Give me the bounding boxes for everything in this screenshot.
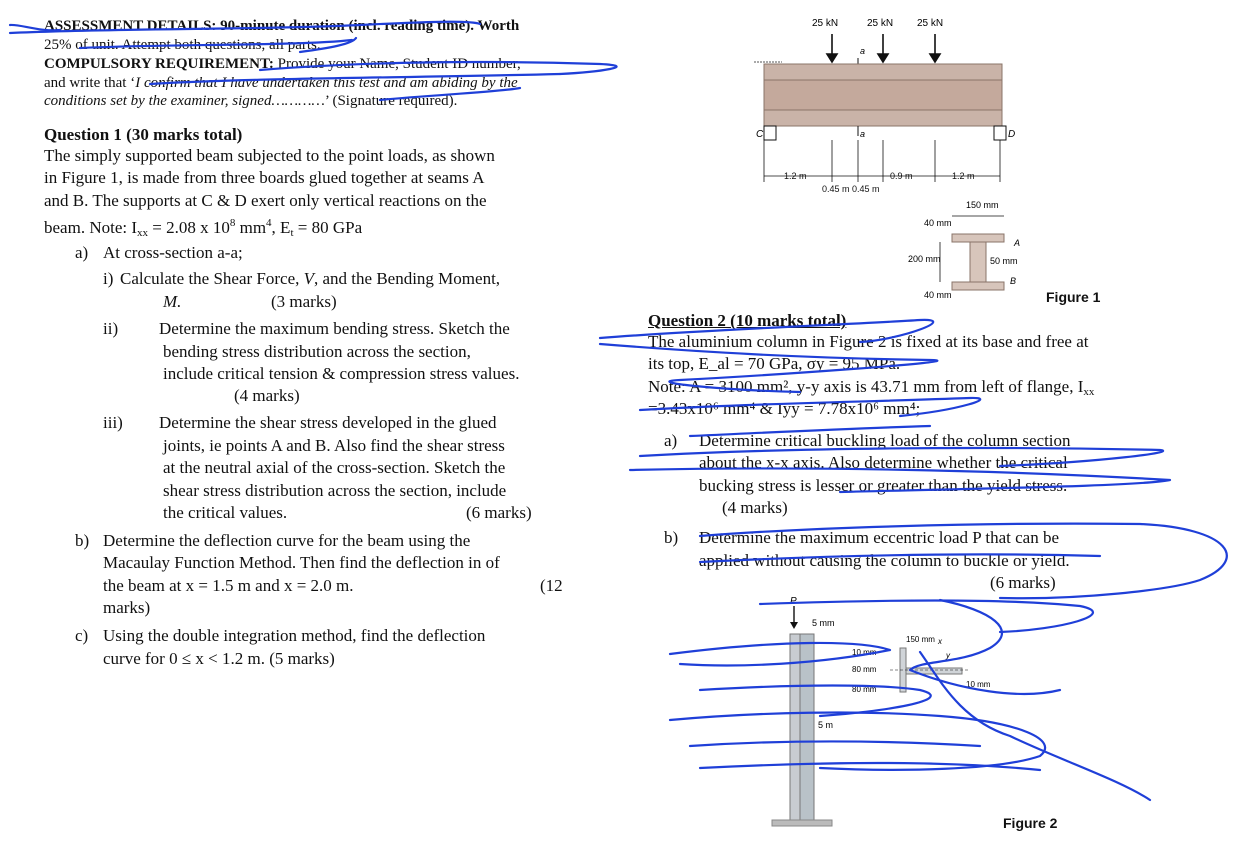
q1aiii-label: iii) (103, 413, 123, 432)
q1b-line3: the beam at x = 1.5 m and x = 2.0 m. (103, 576, 354, 595)
scribble-q2-3 (640, 398, 980, 416)
q1aiii-line5: the critical values. (163, 503, 288, 522)
q1a-label: a) (75, 243, 89, 262)
q2b-line1: Determine the maximum eccentric load P that can be (699, 528, 1060, 547)
q2a-line1: Determine critical buckling load of the column section (699, 431, 1071, 450)
scribble-fig2-1 (670, 643, 890, 666)
scribble-header-5 (10, 25, 60, 30)
scribble-fig2-6 (920, 652, 1150, 800)
q1b-marks-b: marks) (103, 598, 151, 617)
q2-paragraph-line1: The aluminium column in Figure 2 is fixed at its base and free at (648, 332, 1089, 351)
q1-title: Question 1 (30 marks total) (44, 125, 243, 144)
q1aii-label: ii) (103, 319, 119, 338)
q1ai-v-symbol: V (303, 269, 315, 288)
q2b-label: b) (664, 528, 679, 547)
q1-et-subscript: t (290, 227, 294, 239)
axis-y-label: y (946, 651, 950, 660)
q1-paragraph-line2: in Figure 1, is made from three boards glued together at seams A (44, 168, 485, 187)
dim-80mm-a: 80 mm (852, 665, 877, 674)
q1-et-value: = 80 GPa (293, 218, 363, 237)
scribble-fig2-5 (690, 742, 1040, 771)
dim-label-1: 1.2 m (784, 171, 807, 181)
q2-title: Question 2 (10 marks total) (648, 311, 847, 330)
q1-ixx-subscript: xx (137, 227, 148, 239)
q2b-line2: applied without causing the column to buckle or yield. (699, 551, 1070, 570)
q1-ixx-unit: mm (235, 218, 267, 237)
scribble-q2-7 (700, 554, 1100, 562)
scribble-q2-4 (640, 426, 1163, 466)
web-height-label: 200 mm (908, 254, 941, 264)
load-label-2: 25 kN (867, 18, 894, 29)
load-label-3: 25 kN (917, 18, 944, 29)
q1aii-line3: include critical tension & compression stress values. (163, 364, 520, 383)
figure1-caption: Figure 1 (1046, 289, 1101, 305)
q1b-label: b) (75, 531, 90, 550)
top-thickness-label: 40 mm (924, 218, 952, 228)
load-p-label: P (790, 596, 797, 607)
q1-paragraph-line1: The simply supported beam subjected to the point loads, as shown (44, 146, 495, 165)
dim-label-2: 0.9 m (890, 171, 913, 181)
scribble-fig2-2 (910, 600, 1060, 694)
q1b-line1: Determine the deflection curve for the beam using the (103, 531, 471, 550)
load-label-1: 25 kN (812, 18, 839, 29)
support-d-label: D (1008, 129, 1016, 140)
scribble-q2-6 (700, 524, 1227, 599)
bottom-thickness-label: 40 mm (924, 290, 952, 300)
q1c-label: c) (75, 626, 89, 645)
scribble-fig2-3 (700, 686, 931, 717)
q2a-label: a) (664, 431, 678, 450)
compulsory-label: COMPULSORY REQUIREMENT: (44, 56, 274, 72)
eccentricity-label: 5 mm (812, 618, 835, 628)
q1ai-marks: (3 marks) (271, 292, 337, 311)
dim-label-5: 0.45 m (852, 184, 880, 194)
q1ai-label: i) (103, 269, 114, 288)
scribble-header-2 (80, 38, 356, 52)
q2-note-text: Note: A = 3100 mm², y-y axis is 43.71 mm from left of flange, I (648, 377, 1084, 396)
scribble-q2-8 (760, 601, 1093, 633)
q2-ixx-subscript: xx (1083, 386, 1095, 398)
q1aii-line1: Determine the maximum bending stress. Sketch the (159, 319, 510, 338)
q1-et-label: , E (271, 218, 291, 237)
scribble-q2-2 (600, 344, 937, 392)
seam-a-label: A (1013, 238, 1020, 248)
support-c-label: C (756, 129, 764, 140)
q1aiii-line1: Determine the shear stress developed in the glued (159, 413, 497, 432)
q1a-text: At cross-section a-a; (103, 243, 243, 262)
scribble-header-1 (10, 22, 480, 33)
dim-150mm: 150 mm (906, 635, 935, 644)
q1aii-line2: bending stress distribution across the section, (163, 342, 471, 361)
dim-label-4: 0.45 m (822, 184, 850, 194)
flange-width-label: 150 mm (966, 200, 999, 210)
q2b-marks: (6 marks) (990, 573, 1056, 592)
q1b-marks-a: (12 (540, 576, 563, 595)
dim-80mm-b: 80 mm (852, 685, 877, 694)
q2-paragraph-line2: its top, E_al = 70 GPa, σy = 95 MPa. (648, 354, 901, 373)
confirm-prefix: and write that ‘ (44, 75, 136, 91)
signature-required: ’ (Signature required). (324, 93, 458, 109)
web-thickness-label: 50 mm (990, 256, 1018, 266)
q1c-line1: Using the double integration method, find the deflection (103, 626, 486, 645)
assessment-details-line2: 25% of unit. Attempt both questions, all parts. (44, 37, 321, 53)
scribble-q2-5 (630, 468, 1170, 492)
q1b-line2: Macaulay Function Method. Then find the deflection in of (103, 553, 500, 572)
q1-note-label: beam. Note: I (44, 218, 137, 237)
column-height-label: 5 m (818, 720, 834, 730)
q1aii-marks: (4 marks) (234, 386, 300, 405)
q1ai-text-a: Calculate the Shear Force, (120, 269, 304, 288)
section-mark-bottom: a (860, 129, 866, 139)
dim-10mm-a: 10 mm (852, 648, 877, 657)
dim-10mm-b: 10 mm (966, 680, 991, 689)
q1c-line2: curve for 0 ≤ x < 1.2 m. (5 marks) (103, 649, 335, 668)
assessment-details-text: ASSESSMENT DETAILS: 90-minute duration (incl. reading time). Worth (44, 18, 520, 34)
q1aiii-marks: (6 marks) (466, 503, 532, 522)
q1-ixx-value: = 2.08 x 10 (148, 218, 230, 237)
q1-ixx-unit-exponent: 4 (266, 217, 272, 229)
confirm-statement: I confirm that I have undertaken this test and am abiding by the (135, 75, 518, 91)
scribble-header-4 (150, 74, 560, 100)
q2-paragraph-line4: =3.43x10⁶ mm⁴ & Iyy = 7.78x10⁶ mm⁴; (648, 399, 921, 418)
q1aiii-line4: shear stress distribution across the section, include (163, 481, 507, 500)
scribble-q2-1 (600, 320, 933, 342)
q1aiii-line2: joints, ie points A and B. Also find the shear stress (163, 436, 505, 455)
q1ai-m-symbol: M. (163, 292, 182, 311)
q2a-line2: about the x-x axis. Also determine whether the critical (699, 453, 1068, 472)
axis-x-label: x (938, 637, 942, 646)
q1-paragraph-line3: and B. The supports at C & D exert only vertical reactions on the (44, 191, 487, 210)
q2a-line3: bucking stress is lesser or greater than the yield stress. (699, 476, 1068, 495)
section-mark-top: a (860, 46, 866, 56)
q1aiii-line3: at the neutral axial of the cross-section. Sketch the (163, 458, 506, 477)
signature-conditions: conditions set by the examiner, signed………… (44, 93, 325, 109)
compulsory-text: Provide your Name, Student ID number, (273, 56, 521, 72)
q1-ixx-exponent: 8 (229, 217, 236, 229)
dim-label-3: 1.2 m (952, 171, 975, 181)
figure2-caption: Figure 2 (1003, 815, 1058, 831)
seam-b-label: B (1009, 276, 1016, 286)
q1ai-text-b: , and the Bending Moment, (314, 269, 501, 288)
scribble-header-3 (260, 62, 617, 74)
q2a-marks: (4 marks) (722, 498, 788, 517)
